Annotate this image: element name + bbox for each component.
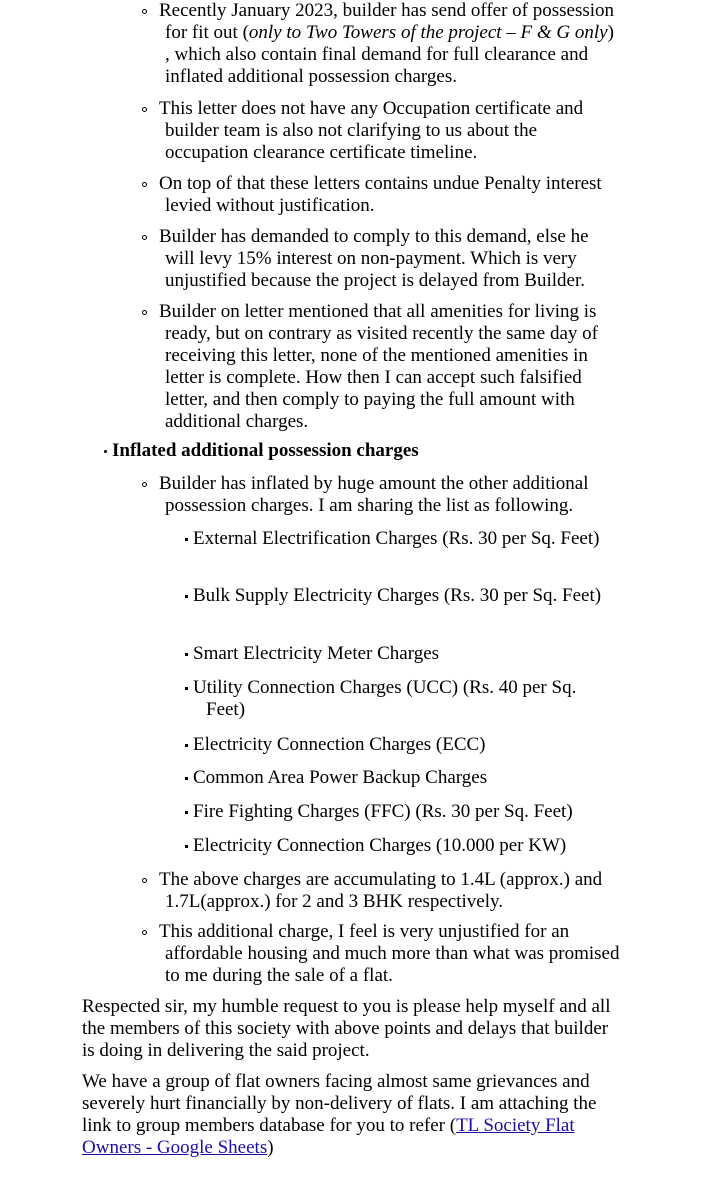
- request-paragraph: Respected sir, my humble request to you is please help myself and all the members of this society with above points and delays that builder is doing in delivering the said project.: [82, 996, 611, 1061]
- circle-bullet-icon: [142, 107, 147, 112]
- list-item: Recently January 2023, builder has send offer of possession for fit out (only to Two Towers of the project – F & G only) , which also contain final demand for full clearance and inflated additional possession charges.: [142, 0, 622, 88]
- square-bullet-icon: [185, 538, 188, 541]
- bullet-icon: [104, 450, 107, 453]
- list-item: Builder has demanded to comply to this demand, else he will levy 15% interest on non-payment. Which is very unjustified because the project is delayed from Builder.: [142, 226, 622, 292]
- charge-item: Electricity Connection Charges (ECC): [183, 734, 613, 756]
- list-item: The above charges are accumulating to 1.4L (approx.) and 1.7L(approx.) for 2 and 3 BHK respectively.: [142, 869, 622, 913]
- list-item: This additional charge, I feel is very unjustified for an affordable housing and much more than what was promised to me during the sale of a flat.: [142, 921, 622, 987]
- square-bullet-icon: [185, 845, 188, 848]
- circle-bullet-icon: [142, 310, 147, 315]
- charge-item: Fire Fighting Charges (FFC) (Rs. 30 per Sq. Feet): [183, 801, 613, 823]
- square-bullet-icon: [185, 811, 188, 814]
- circle-bullet-icon: [142, 9, 147, 14]
- list-item: Builder has inflated by huge amount the other additional possession charges. I am sharing the list as following.: [142, 473, 622, 517]
- circle-bullet-icon: [142, 482, 147, 487]
- list-item: This letter does not have any Occupation certificate and builder team is also not clarifying to us about the occupation clearance certificate timeline.: [142, 98, 622, 164]
- circle-bullet-icon: [142, 878, 147, 883]
- square-bullet-icon: [185, 744, 188, 747]
- charge-item: Bulk Supply Electricity Charges (Rs. 30 per Sq. Feet): [183, 585, 613, 607]
- list-item: Builder on letter mentioned that all amenities for living is ready, but on contrary as visited recently the same day of receiving this letter, none of the mentioned amenities in letter is complete. How then I can accept such falsified letter, and then comply to paying the full amount with additional charges.: [142, 301, 622, 433]
- square-bullet-icon: [185, 687, 188, 690]
- charge-item: Utility Connection Charges (UCC) (Rs. 40 per Sq. Feet): [183, 677, 613, 721]
- circle-bullet-icon: [142, 182, 147, 187]
- list-item: On top of that these letters contains undue Penalty interest levied without justification.: [142, 173, 622, 217]
- circle-bullet-icon: [142, 235, 147, 240]
- google-sheets-link[interactable]: TL Society Flat Owners - Google Sheets: [82, 1115, 575, 1158]
- charge-item: Smart Electricity Meter Charges: [183, 643, 613, 665]
- square-bullet-icon: [185, 653, 188, 656]
- charge-item: Common Area Power Backup Charges: [183, 767, 613, 789]
- circle-bullet-icon: [142, 930, 147, 935]
- group-paragraph: We have a group of flat owners facing almost same grievances and severely hurt financially by non-delivery of flats. I am attaching the link to group members database for you to refer (TL Society Flat Owners - Google Sheets): [82, 1071, 597, 1158]
- square-bullet-icon: [185, 595, 188, 598]
- section-heading: Inflated additional possession charges: [101, 440, 419, 462]
- square-bullet-icon: [185, 777, 188, 780]
- charge-item: Electricity Connection Charges (10.000 per KW): [183, 835, 613, 857]
- charge-item: External Electrification Charges (Rs. 30 per Sq. Feet): [183, 528, 613, 550]
